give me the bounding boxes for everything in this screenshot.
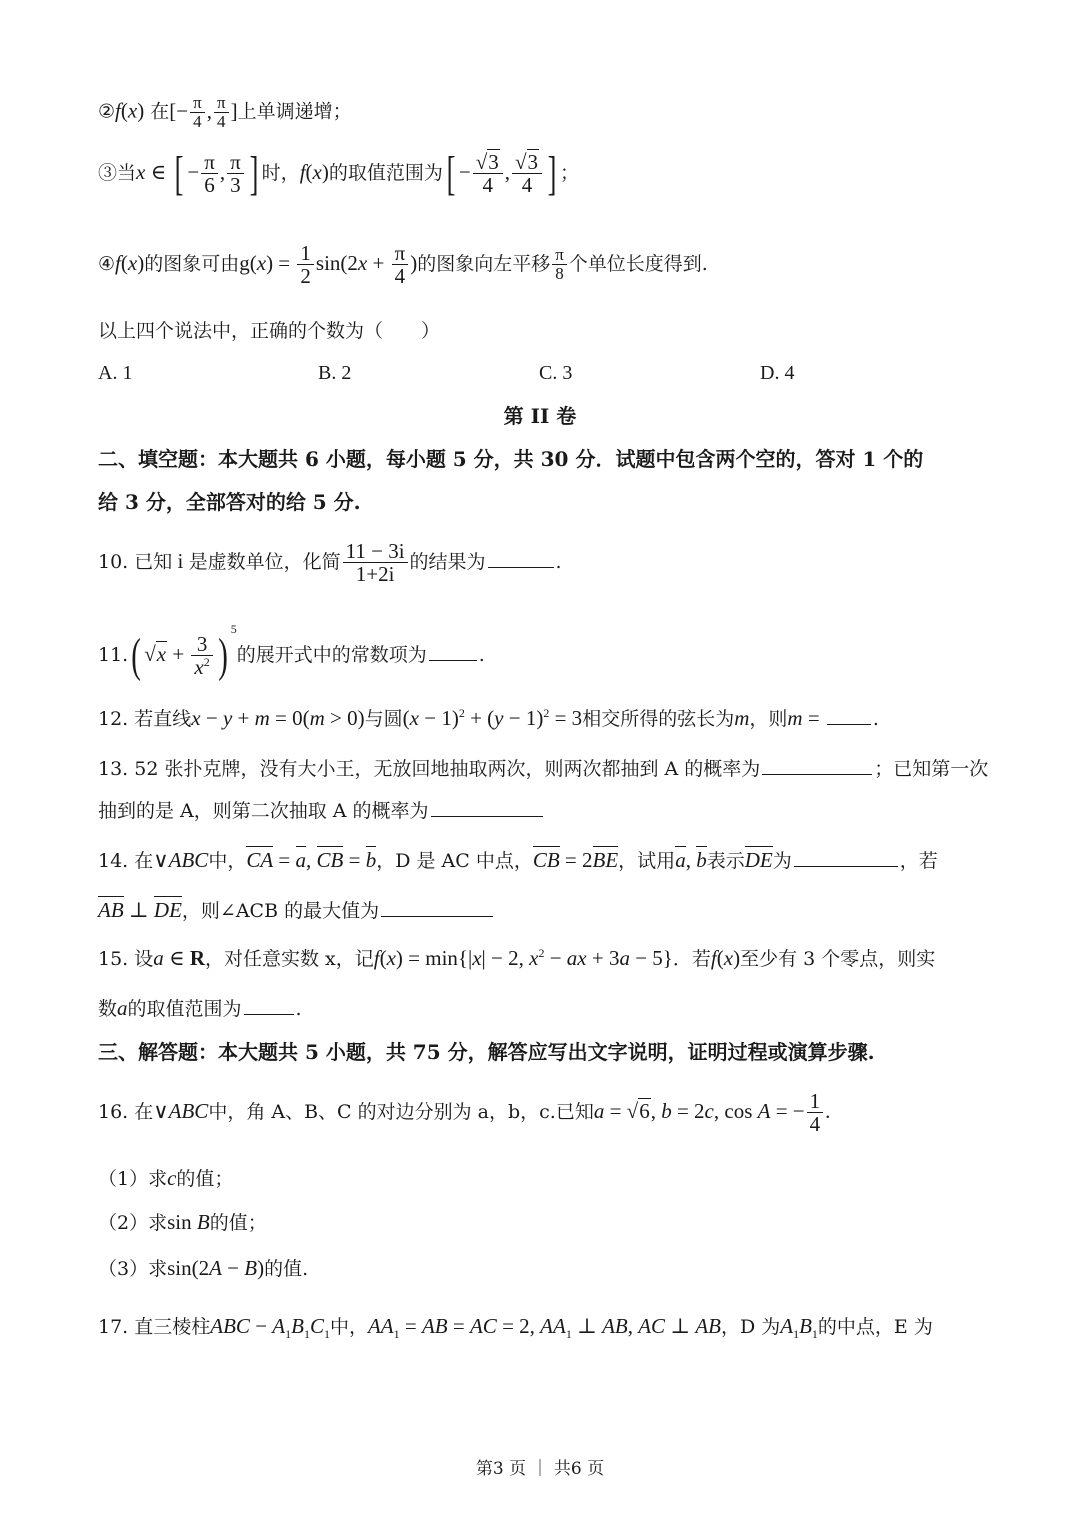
answer-blank[interactable] xyxy=(827,723,871,725)
statement-4: ④f(x)的图象可由g(x) = $\frac{1}{2}$ sin(2x + $\frac{\pi}{4}$ )的图象向左平移 $\frac{\pi}{8}$ 个单位长度得到. xyxy=(98,241,708,289)
answer-blank[interactable] xyxy=(429,659,477,661)
question-14-line-2: AB ⊥ DE，则∠ACB 的最大值为 xyxy=(98,898,495,923)
option-a: A. 1 xyxy=(98,362,133,384)
answer-blank[interactable] xyxy=(488,566,554,568)
question-16-part-1: （1）求c的值； xyxy=(98,1166,234,1190)
section-2-heading-line-2: 给 3 分，全部答对的给 5 分. xyxy=(98,490,361,514)
option-d: D. 4 xyxy=(760,362,795,384)
question-16-part-2: （2）求sin B的值； xyxy=(98,1210,267,1234)
question-9-stem: 以上四个说法中，正确的个数为（ ） xyxy=(98,320,441,342)
statement-2: ②f(x) 在[− $\frac{\pi}{4}$ , $\frac{\pi}{4}$ ]上单调递增； xyxy=(98,93,352,131)
section-2-heading-line-1: 二、填空题：本大题共 6 小题，每小题 5 分，共 30 分．试题中包含两个空的，答对 1 个的 xyxy=(98,447,924,471)
part-2-title: 第 II 卷 xyxy=(503,404,577,428)
question-10: 10. 已知 i 是虚数单位，化简 $\frac{11 - 3i}{1+2i}$ 的结果为 . xyxy=(98,539,562,587)
answer-blank[interactable] xyxy=(244,1013,294,1015)
question-15-line-2: 数a的取值范围为 . xyxy=(98,996,302,1020)
option-c: C. 3 xyxy=(539,362,573,384)
question-17: 17. 直三棱柱ABC − $A_1B_1C_1$中，$AA_1$ = AB = AC = 2, $AA_1$ ⊥ AB, AC ⊥ AB，D 为$A_1B_1$的中点，E 为 xyxy=(98,1314,933,1342)
option-b: B. 2 xyxy=(318,362,352,384)
statement-3: ③当x ∈ [ − $\frac{\pi}{6}$ , $\frac{\pi}{3}$ ] 时，f(x)的取值范围为[ − $\frac{√3}{4}$ , $\frac{√3}{4}$ ] ； xyxy=(98,147,580,200)
question-12: 12. 若直线x − y + m = 0(m > 0)与圆$(x - 1)^2 + (y - 1)^2 = 3$相交所得的弦长为m，则m = . xyxy=(98,706,879,730)
question-13-line-1: 13. 52 张扑克牌，没有大小王，无放回地抽取两次，则两次都抽到 A 的概率为 ；已知第一次 xyxy=(98,758,989,780)
answer-blank[interactable] xyxy=(762,773,872,775)
answer-blank[interactable] xyxy=(381,915,493,917)
question-16: 16. 在∨ABC中，角 A、B、C 的对边分别为 a，b，c.已知a = √6, b = 2c, cos A = − $\frac{1}{4}$ . xyxy=(98,1089,831,1137)
question-11: 11.( √x + $\frac{3}{x^2}$ )$^5$的展开式中的常数项为 . xyxy=(98,622,485,683)
question-13-line-2: 抽到的是 A，则第二次抽取 A 的概率为 xyxy=(98,800,545,823)
question-14-line-1: 14. 在∨ABC中，CA = a, CB = b，D 是 AC 中点，CB = 2BE，试用a, b表示DE为 ，若 xyxy=(98,848,938,872)
answer-blank[interactable] xyxy=(794,865,898,867)
question-16-part-3: （3）求sin(2A − B)的值. xyxy=(98,1256,309,1280)
answer-blank[interactable] xyxy=(431,815,543,817)
question-15-line-1: 15. 设a ∈ R，对任意实数 x，记f(x) = min{|x| − 2, $x^2$ − ax + 3a − 5}．若f(x)至少有 3 个零点，则实 xyxy=(98,946,936,970)
page-footer: 第3 页 ｜ 共6 页 xyxy=(475,1459,605,1479)
section-3-heading: 三、解答题：本大题共 5 小题，共 75 分，解答应写出文字说明，证明过程或演算步骤. xyxy=(98,1040,875,1064)
